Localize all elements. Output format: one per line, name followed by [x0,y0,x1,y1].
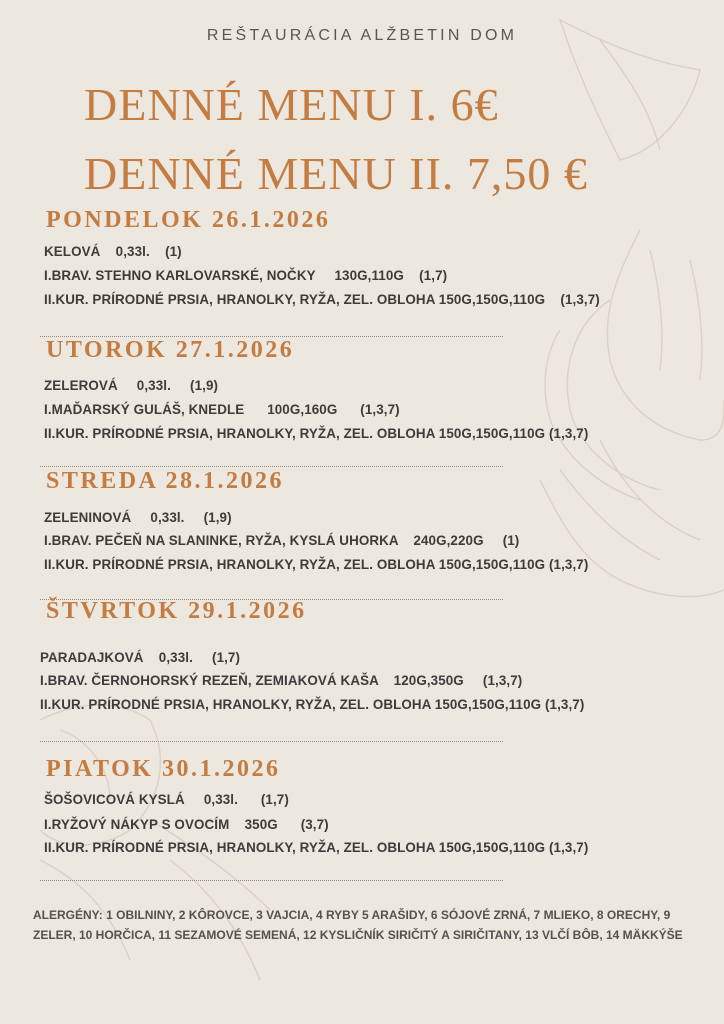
soup-thursday: PARADAJKOVÁ 0,33l. (1,7) [40,650,241,665]
menu2-friday: II.KUR. PRÍRODNÉ PRSIA, HRANOLKY, RYŽA, ZEL. OBLOHA 150G,150G,110G (1,3,7) [44,840,589,855]
menu2-wednesday: II.KUR. PRÍRODNÉ PRSIA, HRANOLKY, RYŽA, ZEL. OBLOHA 150G,150G,110G (1,3,7) [44,557,589,572]
menu1-monday: I.BRAV. STEHNO KARLOVARSKÉ, NOČKY 130G,110G (1,7) [44,268,448,283]
menu1-friday: I.RYŽOVÝ NÁKYP S OVOCÍM 350G (3,7) [44,817,329,832]
day-title-tuesday: UTOROK 27.1.2026 [46,337,295,363]
day-title-monday: PONDELOK 26.1.2026 [46,207,331,233]
menu-price-headline-1: DENNÉ MENU I. 6€ [84,79,499,130]
day-title-friday: PIATOK 30.1.2026 [46,756,281,782]
menu2-tuesday: II.KUR. PRÍRODNÉ PRSIA, HRANOLKY, RYŽA, ZEL. OBLOHA 150G,150G,110G (1,3,7) [44,426,589,441]
day-title-wednesday: STREDA 28.1.2026 [46,468,285,494]
restaurant-name: REŠTAURÁCIA ALŽBETIN DOM [206,27,518,44]
soup-friday: ŠOŠOVICOVÁ KYSLÁ 0,33l. (1,7) [44,792,289,807]
soup-wednesday: ZELENINOVÁ 0,33l. (1,9) [44,510,232,525]
day-title-thursday: ŠTVRTOK 29.1.2026 [46,598,307,624]
menu-price-headline-2: DENNÉ MENU II. 7,50 € [84,148,588,199]
menu2-monday: II.KUR. PRÍRODNÉ PRSIA, HRANOLKY, RYŽA, ZEL. OBLOHA 150G,150G,110G (1,3,7) [44,292,600,307]
menu1-tuesday: I.MAĎARSKÝ GULÁŠ, KNEDLE 100G,160G (1,3,7) [44,402,400,417]
menu1-thursday: I.BRAV. ČERNOHORSKÝ REZEŇ, ZEMIAKOVÁ KAŠA 120G,350G (1,3,7) [40,673,523,688]
soup-tuesday: ZELEROVÁ 0,33l. (1,9) [44,378,219,393]
menu2-thursday: II.KUR. PRÍRODNÉ PRSIA, HRANOLKY, RYŽA, ZEL. OBLOHA 150G,150G,110G (1,3,7) [40,697,585,712]
soup-monday: KELOVÁ 0,33l. (1) [44,244,182,259]
divider [40,466,503,467]
menu1-wednesday: I.BRAV. PEČEŇ NA SLANINKE, RYŽA, KYSLÁ UHORKA 240G,220G (1) [44,533,520,548]
allergens-note: ALERGÉNY: 1 OBILNINY, 2 KÔROVCE, 3 VAJCIA, 4 RYBY 5 ARAŠIDY, 6 SÓJOVÉ ZRNÁ, 7 MLIEKO, 8 ORECHY, 9 ZELER, 10 HORČICA, 11 SEZAMOVÉ SEMENÁ, 12 KYSLIČNÍK SIRIČITÝ A SIRIČITANY, 13 VLČÍ BÔB, 14 MÄKKÝŠE [33,908,683,942]
divider [40,741,503,742]
divider [40,880,503,881]
